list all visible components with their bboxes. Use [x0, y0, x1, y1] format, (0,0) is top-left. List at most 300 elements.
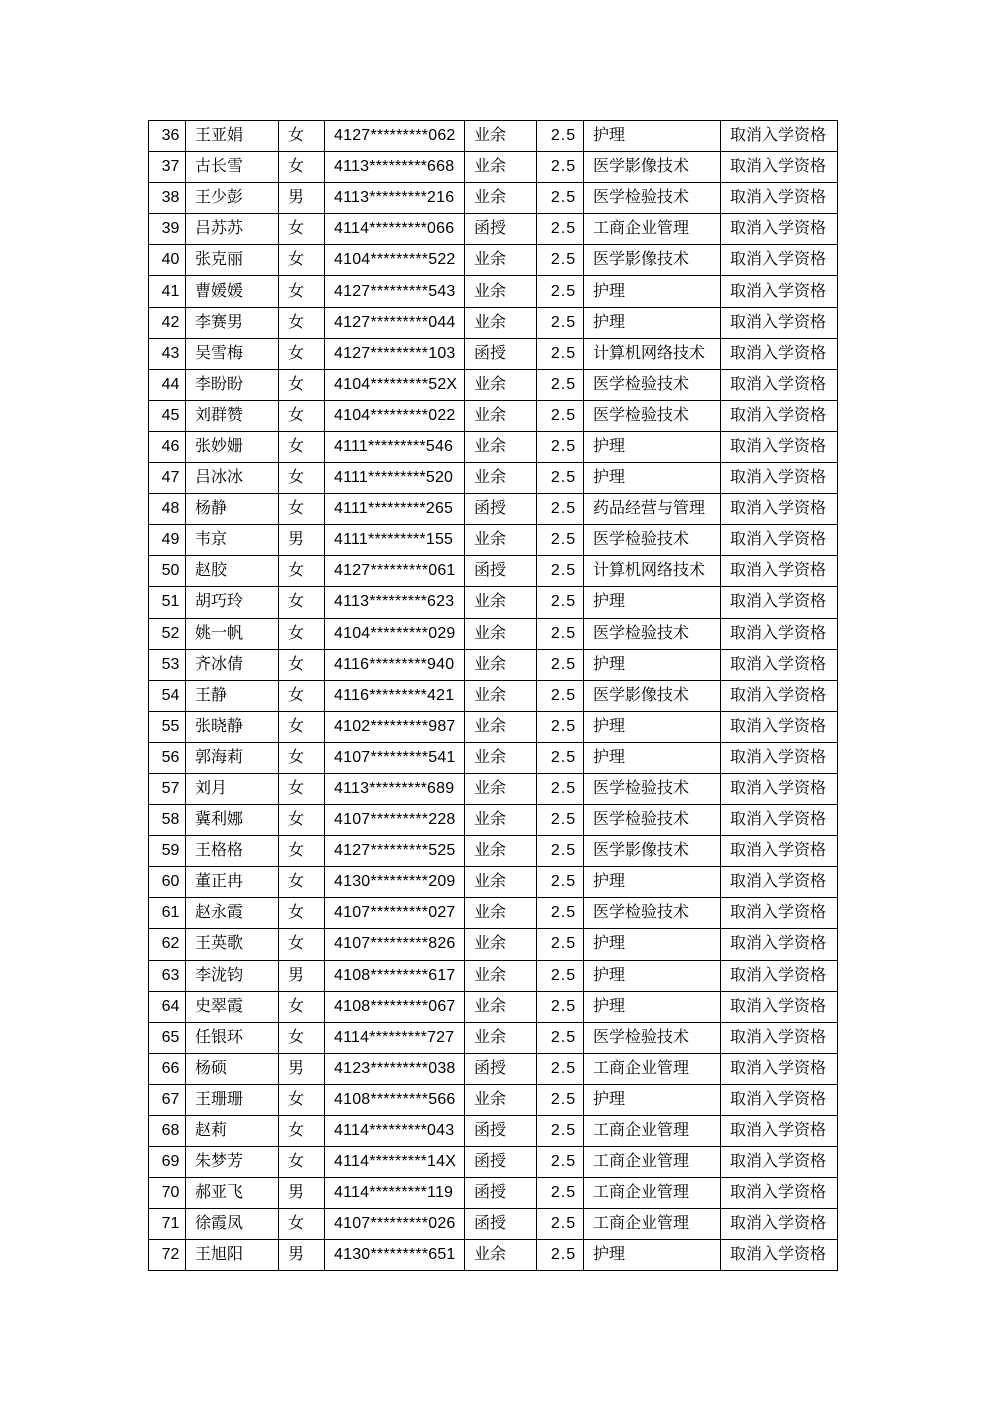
cell-form: 业余 [465, 152, 537, 183]
cell-no: 44 [149, 369, 186, 400]
cell-major: 医学检验技术 [584, 525, 721, 556]
cell-major: 工商企业管理 [584, 1209, 721, 1240]
cell-major: 工商企业管理 [584, 214, 721, 245]
cell-gender: 女 [279, 276, 325, 307]
cell-id: 4127*********103 [325, 338, 465, 369]
cell-major: 工商企业管理 [584, 1116, 721, 1147]
cell-form: 业余 [465, 1022, 537, 1053]
cell-status: 取消入学资格 [721, 1022, 838, 1053]
cell-duration: 2.5 [537, 245, 584, 276]
cell-gender: 女 [279, 1084, 325, 1115]
cell-no: 58 [149, 805, 186, 836]
cell-gender: 女 [279, 898, 325, 929]
cell-duration: 2.5 [537, 898, 584, 929]
cell-major: 护理 [584, 991, 721, 1022]
table-row [149, 245, 838, 276]
cell-major: 护理 [584, 307, 721, 338]
table-row [149, 929, 838, 960]
cell-status: 取消入学资格 [721, 867, 838, 898]
cell-major: 医学影像技术 [584, 245, 721, 276]
cell-id: 4114*********14X [325, 1147, 465, 1178]
cell-status: 取消入学资格 [721, 214, 838, 245]
cell-status: 取消入学资格 [721, 1084, 838, 1115]
cell-name: 姚一帆 [186, 618, 279, 649]
table-row [149, 276, 838, 307]
table-row [149, 960, 838, 991]
cell-major: 护理 [584, 711, 721, 742]
cell-form: 业余 [465, 991, 537, 1022]
table-row [149, 711, 838, 742]
table-row [149, 463, 838, 494]
cell-form: 业余 [465, 431, 537, 462]
cell-status: 取消入学资格 [721, 618, 838, 649]
cell-id: 4107*********826 [325, 929, 465, 960]
cell-name: 刘月 [186, 773, 279, 804]
table-row [149, 369, 838, 400]
cell-id: 4123*********038 [325, 1053, 465, 1084]
cell-id: 4111*********155 [325, 525, 465, 556]
cell-major: 医学检验技术 [584, 1022, 721, 1053]
cell-duration: 2.5 [537, 1053, 584, 1084]
cell-id: 4114*********119 [325, 1178, 465, 1209]
cell-gender: 女 [279, 929, 325, 960]
cell-major: 工商企业管理 [584, 1147, 721, 1178]
cell-id: 4111*********265 [325, 494, 465, 525]
cell-form: 业余 [465, 773, 537, 804]
roster-body [149, 121, 838, 1271]
cell-status: 取消入学资格 [721, 711, 838, 742]
cell-major: 护理 [584, 121, 721, 152]
table-row [149, 618, 838, 649]
cell-form: 函授 [465, 338, 537, 369]
cell-no: 49 [149, 525, 186, 556]
cell-status: 取消入学资格 [721, 1147, 838, 1178]
table-row [149, 400, 838, 431]
cell-gender: 女 [279, 214, 325, 245]
cell-name: 齐冰倩 [186, 649, 279, 680]
cell-status: 取消入学资格 [721, 1178, 838, 1209]
cell-form: 业余 [465, 960, 537, 991]
cell-gender: 男 [279, 183, 325, 214]
cell-gender: 男 [279, 1053, 325, 1084]
student-roster-table [148, 120, 838, 1271]
cell-duration: 2.5 [537, 680, 584, 711]
cell-duration: 2.5 [537, 463, 584, 494]
cell-gender: 女 [279, 805, 325, 836]
cell-id: 4107*********541 [325, 742, 465, 773]
cell-major: 护理 [584, 1240, 721, 1271]
cell-form: 业余 [465, 307, 537, 338]
cell-gender: 男 [279, 1178, 325, 1209]
cell-major: 医学检验技术 [584, 369, 721, 400]
cell-gender: 女 [279, 494, 325, 525]
cell-form: 业余 [465, 400, 537, 431]
table-row [149, 1084, 838, 1115]
cell-name: 刘群赞 [186, 400, 279, 431]
cell-name: 郭海莉 [186, 742, 279, 773]
cell-form: 业余 [465, 711, 537, 742]
cell-name: 王旭阳 [186, 1240, 279, 1271]
cell-duration: 2.5 [537, 1022, 584, 1053]
cell-duration: 2.5 [537, 805, 584, 836]
cell-form: 业余 [465, 587, 537, 618]
cell-duration: 2.5 [537, 587, 584, 618]
cell-duration: 2.5 [537, 276, 584, 307]
cell-form: 函授 [465, 1178, 537, 1209]
cell-status: 取消入学资格 [721, 649, 838, 680]
cell-form: 业余 [465, 805, 537, 836]
cell-no: 47 [149, 463, 186, 494]
cell-no: 61 [149, 898, 186, 929]
cell-status: 取消入学资格 [721, 929, 838, 960]
table-row [149, 431, 838, 462]
cell-no: 51 [149, 587, 186, 618]
cell-gender: 女 [279, 463, 325, 494]
cell-duration: 2.5 [537, 836, 584, 867]
table-row [149, 338, 838, 369]
cell-form: 业余 [465, 1240, 537, 1271]
cell-name: 王格格 [186, 836, 279, 867]
cell-status: 取消入学资格 [721, 1209, 838, 1240]
cell-major: 医学检验技术 [584, 898, 721, 929]
cell-status: 取消入学资格 [721, 1053, 838, 1084]
cell-no: 50 [149, 556, 186, 587]
cell-major: 医学检验技术 [584, 805, 721, 836]
table-row [149, 307, 838, 338]
cell-major: 医学检验技术 [584, 773, 721, 804]
cell-name: 张晓静 [186, 711, 279, 742]
cell-id: 4114*********043 [325, 1116, 465, 1147]
cell-status: 取消入学资格 [721, 773, 838, 804]
cell-id: 4104*********52X [325, 369, 465, 400]
cell-name: 冀利娜 [186, 805, 279, 836]
cell-status: 取消入学资格 [721, 463, 838, 494]
cell-form: 业余 [465, 121, 537, 152]
cell-name: 李赛男 [186, 307, 279, 338]
cell-duration: 2.5 [537, 867, 584, 898]
cell-no: 68 [149, 1116, 186, 1147]
cell-gender: 女 [279, 400, 325, 431]
cell-status: 取消入学资格 [721, 152, 838, 183]
cell-status: 取消入学资格 [721, 494, 838, 525]
cell-no: 41 [149, 276, 186, 307]
cell-duration: 2.5 [537, 711, 584, 742]
cell-name: 李泷钧 [186, 960, 279, 991]
cell-status: 取消入学资格 [721, 742, 838, 773]
cell-gender: 男 [279, 1240, 325, 1271]
cell-major: 护理 [584, 742, 721, 773]
cell-form: 业余 [465, 680, 537, 711]
cell-name: 张克丽 [186, 245, 279, 276]
cell-status: 取消入学资格 [721, 680, 838, 711]
cell-name: 赵胶 [186, 556, 279, 587]
cell-gender: 女 [279, 867, 325, 898]
cell-gender: 女 [279, 742, 325, 773]
cell-name: 王少彭 [186, 183, 279, 214]
cell-form: 业余 [465, 369, 537, 400]
cell-major: 护理 [584, 960, 721, 991]
cell-gender: 女 [279, 338, 325, 369]
cell-gender: 女 [279, 307, 325, 338]
cell-form: 函授 [465, 556, 537, 587]
cell-name: 史翠霞 [186, 991, 279, 1022]
cell-no: 70 [149, 1178, 186, 1209]
cell-id: 4127*********062 [325, 121, 465, 152]
table-row [149, 991, 838, 1022]
cell-duration: 2.5 [537, 556, 584, 587]
cell-no: 71 [149, 1209, 186, 1240]
cell-id: 4114*********727 [325, 1022, 465, 1053]
cell-duration: 2.5 [537, 1147, 584, 1178]
cell-id: 4104*********022 [325, 400, 465, 431]
table-row [149, 1209, 838, 1240]
cell-form: 函授 [465, 1116, 537, 1147]
table-row [149, 121, 838, 152]
cell-no: 53 [149, 649, 186, 680]
cell-id: 4108*********617 [325, 960, 465, 991]
cell-name: 吕冰冰 [186, 463, 279, 494]
cell-id: 4111*********520 [325, 463, 465, 494]
cell-no: 65 [149, 1022, 186, 1053]
cell-no: 54 [149, 680, 186, 711]
cell-name: 董正冉 [186, 867, 279, 898]
cell-duration: 2.5 [537, 121, 584, 152]
cell-id: 4108*********067 [325, 991, 465, 1022]
cell-gender: 男 [279, 960, 325, 991]
cell-name: 张妙姗 [186, 431, 279, 462]
cell-gender: 女 [279, 245, 325, 276]
table-row [149, 1053, 838, 1084]
cell-no: 39 [149, 214, 186, 245]
cell-duration: 2.5 [537, 1084, 584, 1115]
cell-status: 取消入学资格 [721, 276, 838, 307]
cell-name: 郝亚飞 [186, 1178, 279, 1209]
cell-duration: 2.5 [537, 1116, 584, 1147]
cell-gender: 男 [279, 525, 325, 556]
cell-form: 业余 [465, 929, 537, 960]
cell-gender: 女 [279, 1209, 325, 1240]
table-row [149, 742, 838, 773]
cell-form: 业余 [465, 898, 537, 929]
cell-duration: 2.5 [537, 369, 584, 400]
cell-major: 计算机网络技术 [584, 338, 721, 369]
cell-status: 取消入学资格 [721, 960, 838, 991]
cell-form: 业余 [465, 1084, 537, 1115]
cell-gender: 女 [279, 680, 325, 711]
cell-gender: 女 [279, 121, 325, 152]
cell-name: 胡巧玲 [186, 587, 279, 618]
cell-name: 王珊珊 [186, 1084, 279, 1115]
cell-id: 4107*********027 [325, 898, 465, 929]
cell-gender: 女 [279, 711, 325, 742]
cell-status: 取消入学资格 [721, 431, 838, 462]
cell-no: 42 [149, 307, 186, 338]
cell-name: 杨硕 [186, 1053, 279, 1084]
cell-form: 业余 [465, 836, 537, 867]
cell-duration: 2.5 [537, 152, 584, 183]
cell-status: 取消入学资格 [721, 1116, 838, 1147]
cell-no: 36 [149, 121, 186, 152]
cell-id: 4113*********689 [325, 773, 465, 804]
table-row [149, 1178, 838, 1209]
table-row [149, 1022, 838, 1053]
cell-status: 取消入学资格 [721, 121, 838, 152]
cell-id: 4127*********044 [325, 307, 465, 338]
table-row [149, 680, 838, 711]
cell-form: 函授 [465, 1053, 537, 1084]
cell-gender: 女 [279, 369, 325, 400]
cell-no: 46 [149, 431, 186, 462]
cell-duration: 2.5 [537, 214, 584, 245]
cell-gender: 女 [279, 431, 325, 462]
table-row [149, 152, 838, 183]
cell-major: 药品经营与管理 [584, 494, 721, 525]
cell-no: 37 [149, 152, 186, 183]
cell-gender: 女 [279, 618, 325, 649]
cell-duration: 2.5 [537, 773, 584, 804]
cell-no: 67 [149, 1084, 186, 1115]
cell-no: 62 [149, 929, 186, 960]
cell-duration: 2.5 [537, 183, 584, 214]
cell-no: 48 [149, 494, 186, 525]
cell-gender: 女 [279, 649, 325, 680]
cell-major: 医学检验技术 [584, 618, 721, 649]
cell-id: 4113*********216 [325, 183, 465, 214]
cell-form: 函授 [465, 1209, 537, 1240]
cell-form: 函授 [465, 214, 537, 245]
cell-form: 业余 [465, 742, 537, 773]
cell-status: 取消入学资格 [721, 587, 838, 618]
cell-no: 40 [149, 245, 186, 276]
cell-name: 王静 [186, 680, 279, 711]
cell-duration: 2.5 [537, 742, 584, 773]
cell-no: 38 [149, 183, 186, 214]
cell-major: 护理 [584, 867, 721, 898]
cell-status: 取消入学资格 [721, 805, 838, 836]
cell-status: 取消入学资格 [721, 183, 838, 214]
cell-name: 徐霞凤 [186, 1209, 279, 1240]
cell-id: 4116*********421 [325, 680, 465, 711]
cell-duration: 2.5 [537, 400, 584, 431]
cell-gender: 女 [279, 152, 325, 183]
cell-major: 护理 [584, 431, 721, 462]
cell-name: 王英歌 [186, 929, 279, 960]
table-row [149, 649, 838, 680]
cell-no: 52 [149, 618, 186, 649]
cell-gender: 女 [279, 1147, 325, 1178]
cell-duration: 2.5 [537, 1209, 584, 1240]
cell-no: 56 [149, 742, 186, 773]
cell-duration: 2.5 [537, 960, 584, 991]
table-row [149, 1147, 838, 1178]
cell-name: 任银环 [186, 1022, 279, 1053]
table-row [149, 1240, 838, 1271]
cell-major: 计算机网络技术 [584, 556, 721, 587]
cell-name: 吕苏苏 [186, 214, 279, 245]
cell-major: 护理 [584, 463, 721, 494]
cell-duration: 2.5 [537, 1178, 584, 1209]
table-row [149, 898, 838, 929]
cell-name: 吴雪梅 [186, 338, 279, 369]
cell-major: 工商企业管理 [584, 1178, 721, 1209]
cell-no: 64 [149, 991, 186, 1022]
cell-duration: 2.5 [537, 525, 584, 556]
cell-major: 医学影像技术 [584, 680, 721, 711]
cell-duration: 2.5 [537, 431, 584, 462]
cell-no: 59 [149, 836, 186, 867]
cell-id: 4127*********543 [325, 276, 465, 307]
cell-status: 取消入学资格 [721, 556, 838, 587]
cell-name: 古长雪 [186, 152, 279, 183]
cell-major: 工商企业管理 [584, 1053, 721, 1084]
cell-id: 4104*********029 [325, 618, 465, 649]
cell-id: 4130*********209 [325, 867, 465, 898]
cell-form: 业余 [465, 649, 537, 680]
cell-gender: 女 [279, 1022, 325, 1053]
cell-gender: 女 [279, 991, 325, 1022]
cell-form: 业余 [465, 525, 537, 556]
cell-id: 4130*********651 [325, 1240, 465, 1271]
table-row [149, 556, 838, 587]
cell-id: 4116*********940 [325, 649, 465, 680]
cell-duration: 2.5 [537, 338, 584, 369]
cell-duration: 2.5 [537, 494, 584, 525]
cell-no: 63 [149, 960, 186, 991]
cell-name: 赵莉 [186, 1116, 279, 1147]
cell-name: 杨静 [186, 494, 279, 525]
cell-id: 4111*********546 [325, 431, 465, 462]
cell-major: 护理 [584, 649, 721, 680]
table-row [149, 805, 838, 836]
cell-form: 函授 [465, 1147, 537, 1178]
cell-status: 取消入学资格 [721, 525, 838, 556]
cell-status: 取消入学资格 [721, 307, 838, 338]
cell-major: 医学检验技术 [584, 183, 721, 214]
cell-id: 4113*********668 [325, 152, 465, 183]
table-row [149, 836, 838, 867]
cell-form: 业余 [465, 245, 537, 276]
cell-id: 4108*********566 [325, 1084, 465, 1115]
cell-no: 43 [149, 338, 186, 369]
cell-status: 取消入学资格 [721, 836, 838, 867]
cell-id: 4127*********061 [325, 556, 465, 587]
cell-gender: 女 [279, 1116, 325, 1147]
cell-id: 4104*********522 [325, 245, 465, 276]
cell-form: 业余 [465, 183, 537, 214]
cell-no: 45 [149, 400, 186, 431]
cell-gender: 女 [279, 556, 325, 587]
cell-major: 医学影像技术 [584, 152, 721, 183]
cell-name: 李盼盼 [186, 369, 279, 400]
cell-name: 韦京 [186, 525, 279, 556]
cell-duration: 2.5 [537, 1240, 584, 1271]
cell-duration: 2.5 [537, 929, 584, 960]
cell-name: 朱梦芳 [186, 1147, 279, 1178]
cell-gender: 女 [279, 587, 325, 618]
cell-form: 函授 [465, 494, 537, 525]
table-row [149, 183, 838, 214]
cell-form: 业余 [465, 463, 537, 494]
cell-name: 王亚娟 [186, 121, 279, 152]
cell-no: 60 [149, 867, 186, 898]
cell-no: 66 [149, 1053, 186, 1084]
table-row [149, 867, 838, 898]
cell-major: 护理 [584, 276, 721, 307]
table-row [149, 773, 838, 804]
table-row [149, 494, 838, 525]
cell-status: 取消入学资格 [721, 245, 838, 276]
cell-gender: 女 [279, 836, 325, 867]
